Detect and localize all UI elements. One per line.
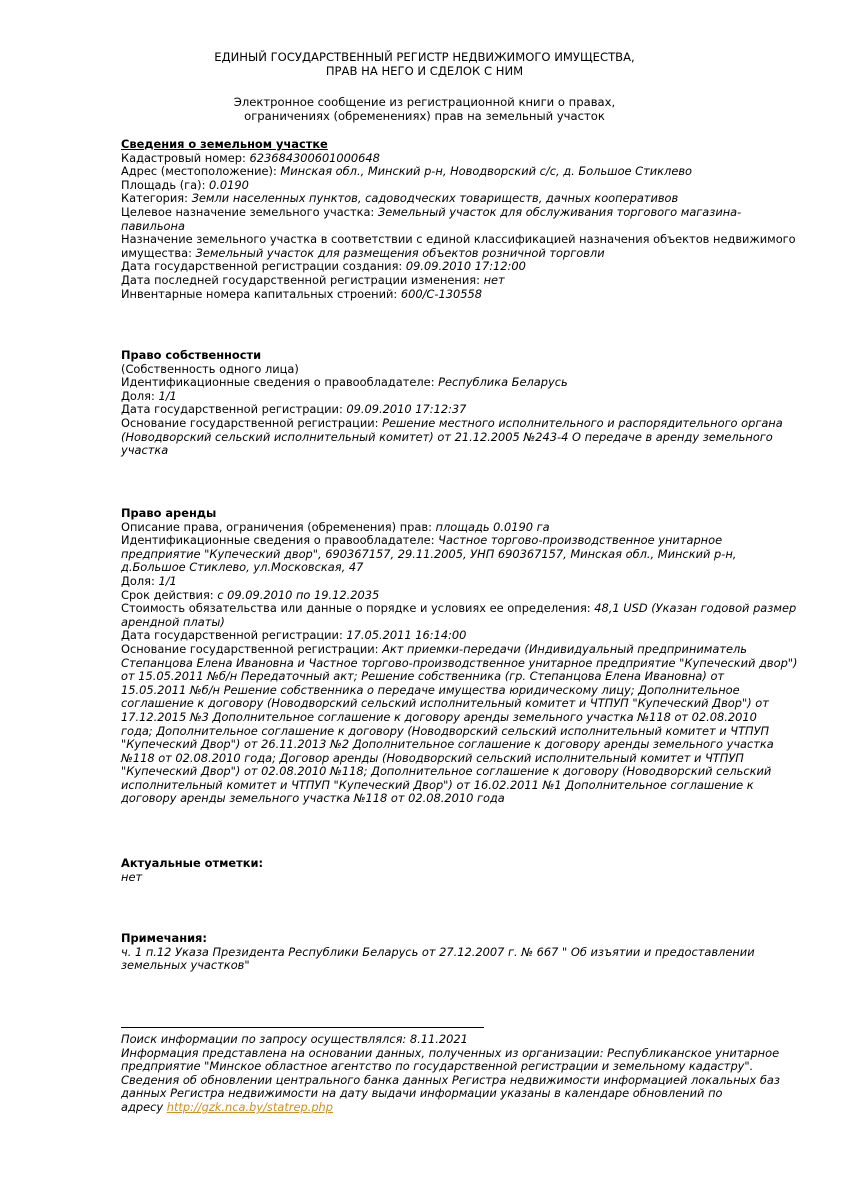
lease-term-value: с 09.09.2010 по 19.12.2035 bbox=[217, 587, 380, 602]
ownership-share-label: Доля: bbox=[121, 388, 159, 403]
lease-basis-value: Акт приемки-передачи (Индивидуальный предприниматель bbox=[382, 641, 747, 656]
lease-share-value: 1/1 bbox=[158, 573, 177, 588]
lease-basis-continued: Степанцова Елена Ивановна и Частное торгово-производственное унитарное предприятие "Купеческий двор") bbox=[121, 655, 798, 670]
inventory-label: Инвентарные номера капитальных строений: bbox=[121, 286, 401, 301]
lease-cost-label: Стоимость обязательства или данные о порядке и условиях ее определения: bbox=[121, 601, 595, 616]
lease-basis-continued: договору аренды земельного участка №118 от 02.08.2010 года bbox=[121, 791, 505, 806]
document-title bbox=[0, 50, 849, 78]
lease-share-label: Доля: bbox=[121, 573, 159, 588]
current-marks-value: нет bbox=[121, 869, 143, 884]
lease-basis-continued: года; Дополнительное соглашение к договору (Новодворский сельский исполнительный комитет и ЧТПУП bbox=[121, 723, 770, 738]
notes-line: ч. 1 п.12 Указа Президента Республики Беларусь от 27.12.2007 г. № 667 " Об изъятии и предоставлении bbox=[121, 944, 755, 959]
purpose-value-continued: павильона bbox=[121, 218, 185, 233]
category-value: Земли населенных пунктов, садоводческих товариществ, дачных кооперативов bbox=[191, 191, 679, 206]
purpose-label: Целевое назначение земельного участка: bbox=[121, 204, 378, 219]
lease-holder-row bbox=[121, 534, 781, 548]
lease-reg-label: Дата государственной регистрации: bbox=[121, 628, 347, 643]
ownership-basis-continued: (Новодворский сельский исполнительный комитет) от 21.12.2005 №243-4 О передаче в аренду земельного bbox=[121, 429, 773, 444]
subtitle-line: Электронное сообщение из регистрационной книги о правах, bbox=[233, 95, 616, 109]
lease-term-row bbox=[121, 589, 781, 603]
ownership-basis-row bbox=[121, 417, 781, 431]
cadastral-number-value: 623684300601000648 bbox=[249, 150, 380, 165]
purpose-row bbox=[121, 206, 781, 220]
document-subtitle bbox=[0, 95, 849, 123]
title-line: ЕДИНЫЙ ГОСУДАРСТВЕННЫЙ РЕГИСТР НЕДВИЖИМОГО ИМУЩЕСТВА, bbox=[214, 50, 635, 64]
area-label: Площадь (га): bbox=[121, 177, 210, 192]
cadastral-number-row bbox=[121, 152, 781, 166]
lease-basis-label: Основание государственной регистрации: bbox=[121, 641, 383, 656]
footer-line: данных Регистра недвижимости на дату выдачи информации указаны в календаре обновлений по bbox=[121, 1086, 723, 1101]
footer-address-label: адресу bbox=[121, 1099, 167, 1114]
inventory-row bbox=[121, 288, 781, 302]
lease-cost-row bbox=[121, 601, 797, 616]
ownership-section bbox=[121, 349, 781, 458]
ownership-reg-row bbox=[121, 403, 781, 417]
lease-section bbox=[121, 506, 798, 806]
current-marks-heading: Актуальные отметки: bbox=[121, 856, 263, 870]
category-label: Категория: bbox=[121, 191, 192, 206]
footer-last-line bbox=[121, 1101, 781, 1115]
address-label: Адрес (местоположение): bbox=[121, 164, 281, 179]
lease-basis-continued: исполнительный комитет и ЧТПУП "Купеческий Двор") от 16.02.2011 №1 Дополнительное соглашение к bbox=[121, 777, 754, 792]
inventory-value: 600/С-130558 bbox=[400, 286, 482, 301]
lease-basis-continued: №118 от 02.08.2010 года; Договор аренды (Новодворский сельский исполнительный комитет и ЧТПУП bbox=[121, 750, 744, 765]
lease-desc-row bbox=[121, 521, 781, 535]
lease-cost-value: 48,1 USD (Указан годовой размер bbox=[594, 601, 797, 616]
lease-holder-continued: предприятие "Купеческий двор", 690367157, 29.11.2005, УНП 690367157, Минская обл., Минский р-н, bbox=[121, 546, 737, 561]
ownership-share-row bbox=[121, 390, 781, 404]
lease-basis-continued: 15.05.2011 №б/н Решение собственника о передаче имущества юридическому лицу; Дополнительное bbox=[121, 682, 740, 697]
ownership-share-value: 1/1 bbox=[158, 388, 177, 403]
classification-row bbox=[121, 247, 781, 261]
subtitle-line: ограничениях (обременениях) прав на земельный участок bbox=[244, 109, 605, 123]
classification-label: Назначение земельного участка в соответствии с единой классификацией назначения объектов недвижимого bbox=[121, 232, 796, 247]
lease-holder-value: Частное торгово-производственное унитарное bbox=[438, 533, 723, 548]
ownership-basis-value: Решение местного исполнительного и распорядительного органа bbox=[382, 415, 783, 430]
ownership-holder-value: Республика Беларусь bbox=[438, 375, 568, 390]
created-date-row bbox=[121, 260, 781, 274]
lease-heading: Право аренды bbox=[121, 506, 217, 520]
land-plot-heading: Сведения о земельном участке bbox=[121, 137, 328, 151]
purpose-value: Земельный участок для обслуживания торгового магазина- bbox=[377, 204, 742, 219]
ownership-type: (Собственность одного лица) bbox=[121, 361, 299, 376]
notes-heading: Примечания: bbox=[121, 931, 207, 945]
ownership-reg-label: Дата государственной регистрации: bbox=[121, 402, 347, 417]
ownership-basis-label: Основание государственной регистрации: bbox=[121, 415, 383, 430]
ownership-heading: Право собственности bbox=[121, 348, 262, 362]
cadastral-number-label: Кадастровый номер: bbox=[121, 150, 250, 165]
area-value: 0.0190 bbox=[209, 177, 249, 192]
footer-line: Информация представлена на основании данных, полученных из организации: Республиканское унитарное bbox=[121, 1045, 780, 1060]
lease-cost-continued: арендной платы) bbox=[121, 614, 225, 629]
area-row bbox=[121, 179, 781, 193]
changed-date-label: Дата последней государственной регистрации изменения: bbox=[121, 272, 484, 287]
footer-section bbox=[121, 1033, 781, 1115]
lease-reg-value: 17.05.2011 16:14:00 bbox=[346, 628, 467, 643]
lease-basis-row bbox=[121, 643, 781, 657]
footer-line: Сведения об обновлении центрального банка данных Регистра недвижимости информацией локальных баз bbox=[121, 1072, 780, 1087]
changed-date-value: нет bbox=[483, 272, 505, 287]
lease-holder-continued: д.Большое Стиклево, ул.Московская, 47 bbox=[121, 560, 364, 575]
address-value: Минская обл., Минский р-н, Новодворский с/с, д. Большое Стиклево bbox=[280, 164, 693, 179]
changed-date-row bbox=[121, 274, 781, 288]
statrep-link[interactable]: http://gzk.nca.by/statrep.php bbox=[166, 1099, 334, 1114]
ownership-holder-row bbox=[121, 376, 781, 390]
title-line: ПРАВ НА НЕГО И СДЕЛОК С НИМ bbox=[325, 64, 524, 78]
lease-term-label: Срок действия: bbox=[121, 587, 218, 602]
footer-line: предприятие "Минское областное агентство по государственной регистрации и земельному кадастру". bbox=[121, 1059, 754, 1074]
lease-share-row bbox=[121, 575, 781, 589]
category-row bbox=[121, 192, 781, 206]
notes-line: земельных участков" bbox=[121, 958, 250, 973]
lease-desc-value: площадь 0.0190 га bbox=[435, 519, 550, 534]
footer-line: Поиск информации по запросу осуществлялся: 8.11.2021 bbox=[121, 1032, 468, 1046]
lease-basis-continued: соглашение к договору (Новодворский сельский исполнительный комитет и ЧТПУП "Купеческий Двор") от bbox=[121, 696, 769, 711]
ownership-reg-value: 09.09.2010 17:12:37 bbox=[346, 402, 467, 417]
land-plot-section bbox=[121, 137, 796, 301]
lease-basis-continued: "Купеческий Двор") от 26.11.2013 №2 Дополнительное соглашение к договору аренды земельного участка bbox=[121, 737, 774, 752]
created-date-label: Дата государственной регистрации создания: bbox=[121, 259, 406, 274]
lease-basis-continued: 17.12.2015 №3 Дополнительное соглашение к договору аренды земельного участка №118 от 02.08.2010 bbox=[121, 709, 757, 724]
notes-section bbox=[121, 932, 781, 973]
ownership-basis-continued: участка bbox=[121, 443, 169, 458]
current-marks-section bbox=[121, 857, 781, 884]
classification-label-end: имущества: bbox=[121, 245, 196, 260]
address-row bbox=[121, 165, 781, 179]
lease-basis-continued: от 15.05.2011 №б/н Передаточный акт; Решение собственника (гр. Степанцова Елена Ивановна) от bbox=[121, 669, 725, 684]
lease-reg-row bbox=[121, 629, 781, 643]
lease-desc-label: Описание права, ограничения (обременения) прав: bbox=[121, 519, 436, 534]
lease-basis-continued: "Купеческий Двор") от 02.08.2010 №118; Дополнительное соглашение к договору (Новодворский сельский bbox=[121, 764, 772, 779]
created-date-value: 09.09.2010 17:12:00 bbox=[405, 259, 526, 274]
ownership-holder-label: Идентификационные сведения о правообладателе: bbox=[121, 375, 439, 390]
lease-holder-label: Идентификационные сведения о правообладателе: bbox=[121, 533, 439, 548]
footer-divider bbox=[121, 1027, 484, 1028]
classification-value: Земельный участок для размещения объектов розничной торговли bbox=[195, 245, 605, 260]
